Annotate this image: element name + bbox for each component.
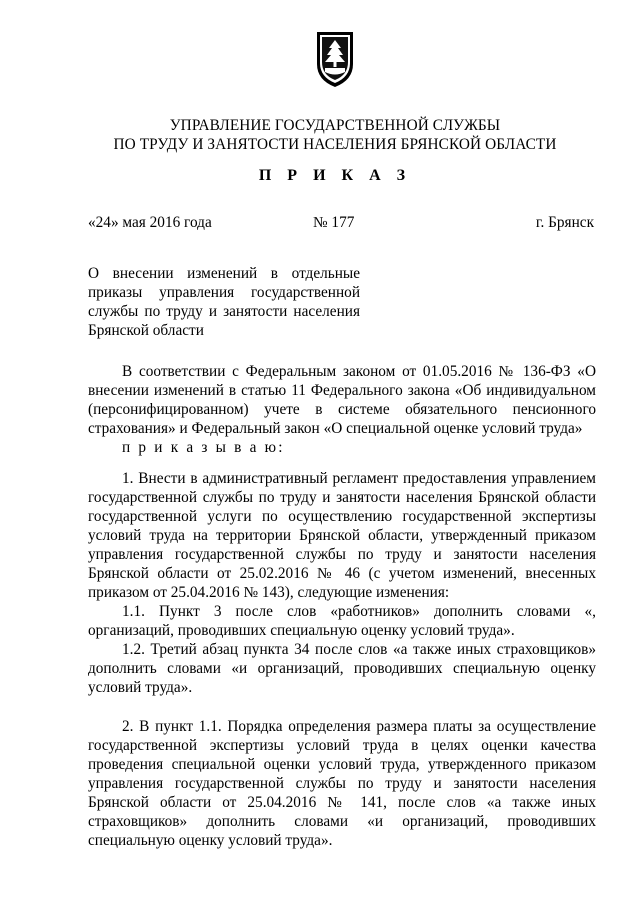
- order-body: [88, 362, 596, 850]
- preamble-paragraph: В соответствии с Федеральным законом от 01.05.2016 № 136-ФЗ «О внесении изменений в статью 11 Федерального закона «Об индивидуальном (персонифицированном) учете в системе обязательного пенсионного страхования» и Федеральный закон «О специальной оценке условий труда»: [88, 363, 596, 437]
- coat-of-arms-emblem: [314, 28, 356, 90]
- order-date: «24» мая 2016 года: [88, 214, 212, 231]
- item-1-paragraph: 1. Внести в административный регламент предоставления управлением государственной службы по труду и занятости населения Брянской области государственной услуги по осуществлению государственной экспертизы условий труда на территории Брянской области, утвержденный приказом управления государственной службы по труду и занятости населения Брянской области от 25.02.2016 № 46 (с учетом изменений, внесенных приказом от 25.04.2016 № 143), следующие изменения:: [88, 470, 596, 601]
- item-1-2-paragraph: 1.2. Третий абзац пункта 34 после слов «а также иных страховщиков» дополнить словами «и организаций, проводивших специальную оценку условий труда».: [88, 641, 596, 696]
- authority-line-1: УПРАВЛЕНИЕ ГОСУДАРСТВЕННОЙ СЛУЖБЫ: [169, 117, 501, 134]
- authority-line-2: ПО ТРУДУ И ЗАНЯТОСТИ НАСЕЛЕНИЯ БРЯНСКОЙ ОБЛАСТИ: [113, 136, 557, 153]
- document-type: П Р И К А З: [258, 167, 412, 184]
- order-verb: п р и к а з ы в а ю:: [122, 439, 285, 456]
- order-subject: О внесении изменений в отдельные приказы управления государственной службы по труду и занятости населения Брянской области: [88, 265, 360, 339]
- order-number: № 177: [313, 214, 355, 231]
- issuing-authority: [100, 116, 570, 154]
- item-1-1-paragraph: 1.1. Пункт 3 после слов «работников» дополнить словами «, организаций, проводивших специальную оценку условий труда».: [88, 603, 596, 639]
- order-city: г. Брянск: [535, 214, 594, 231]
- item-2-paragraph: 2. В пункт 1.1. Порядка определения размера платы за осуществление государственной экспертизы условий труда в целях оценки качества проведения специальной оценки условий труда, утвержденного приказом управления государственной службы по труду и занятости населения Брянской области от 25.04.2016 № 141, после слов «а также иных страховщиков» дополнить словами «и организаций, проводивших специальную оценку условий труда».: [88, 718, 596, 849]
